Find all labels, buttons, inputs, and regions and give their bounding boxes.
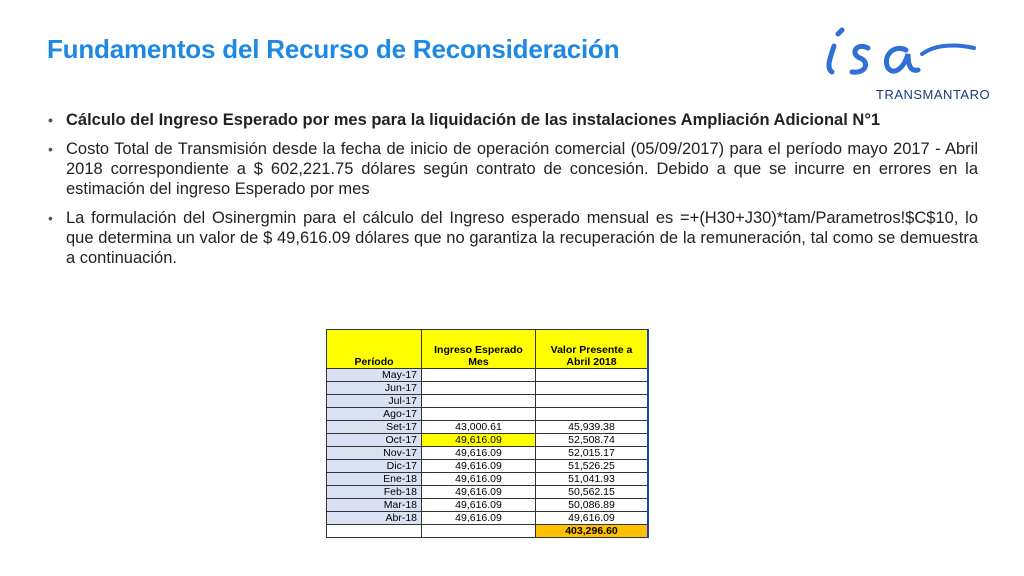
- table-row: Feb-18 49,616.09 50,562.15: [327, 486, 649, 499]
- bullet-item: • Costo Total de Transmisión desde la fecha de inicio de operación comercial (05/09/2017) para el período mayo 2017 - Abril 2018 correspondiente a $ 602,221.75 dólares según contrato de concesión. Debido a que se incurre en errores en la estimación del ingreso Esperado por mes: [48, 140, 978, 198]
- header-periodo: Período: [327, 330, 422, 369]
- highlighted-cell: 49,616.09: [422, 434, 536, 447]
- table-row: Abr-18 49,616.09 49,616.09: [327, 512, 649, 525]
- bullet-item: • La formulación del Osinergmin para el cálculo del Ingreso esperado mensual es =+(H30+J30)*tam/Parametros!$C$10, lo que determina un valor de $ 49,616.09 dólares que no garantiza la recuperación de la remuneración, tal como se demuestra a continuación.: [48, 209, 978, 267]
- table-row: Ago-17: [327, 408, 649, 421]
- ingreso-table: [326, 329, 649, 538]
- header-valor-presente: Valor Presente a Abril 2018: [536, 330, 649, 369]
- header-ingreso: Ingreso Esperado Mes: [422, 330, 536, 369]
- table-row: Mar-18 49,616.09 50,086.89: [327, 499, 649, 512]
- table-row: Nov-17 49,616.09 52,015.17: [327, 447, 649, 460]
- table-row: Ene-18 49,616.09 51,041.93: [327, 473, 649, 486]
- total-value: 403,296.60: [536, 525, 649, 538]
- bullet-dot-icon: •: [48, 141, 53, 157]
- table-row: Jul-17: [327, 395, 649, 408]
- table-row: Set-17 43,000.61 45,939.38: [327, 421, 649, 434]
- logo-company-name: TRANSMANTARO: [876, 87, 991, 102]
- bullet-dot-icon: •: [48, 112, 53, 128]
- table-total-row: [327, 525, 649, 538]
- page-title: Fundamentos del Recurso de Reconsideración: [47, 34, 620, 64]
- table-row: May-17: [327, 369, 649, 382]
- bullet-item: • Cálculo del Ingreso Esperado por mes para la liquidación de las instalaciones Ampliación Adicional N°1: [48, 111, 881, 129]
- table-row: Jun-17: [327, 382, 649, 395]
- table-row: Dic-17 49,616.09 51,526.25: [327, 460, 649, 473]
- bullet-list: [48, 110, 978, 277]
- table-row: Oct-17 49,616.09 52,508.74: [327, 434, 649, 447]
- table-header-row: [327, 330, 649, 369]
- bullet-dot-icon: •: [48, 210, 53, 226]
- logo-mark: isa: [874, 86, 876, 87]
